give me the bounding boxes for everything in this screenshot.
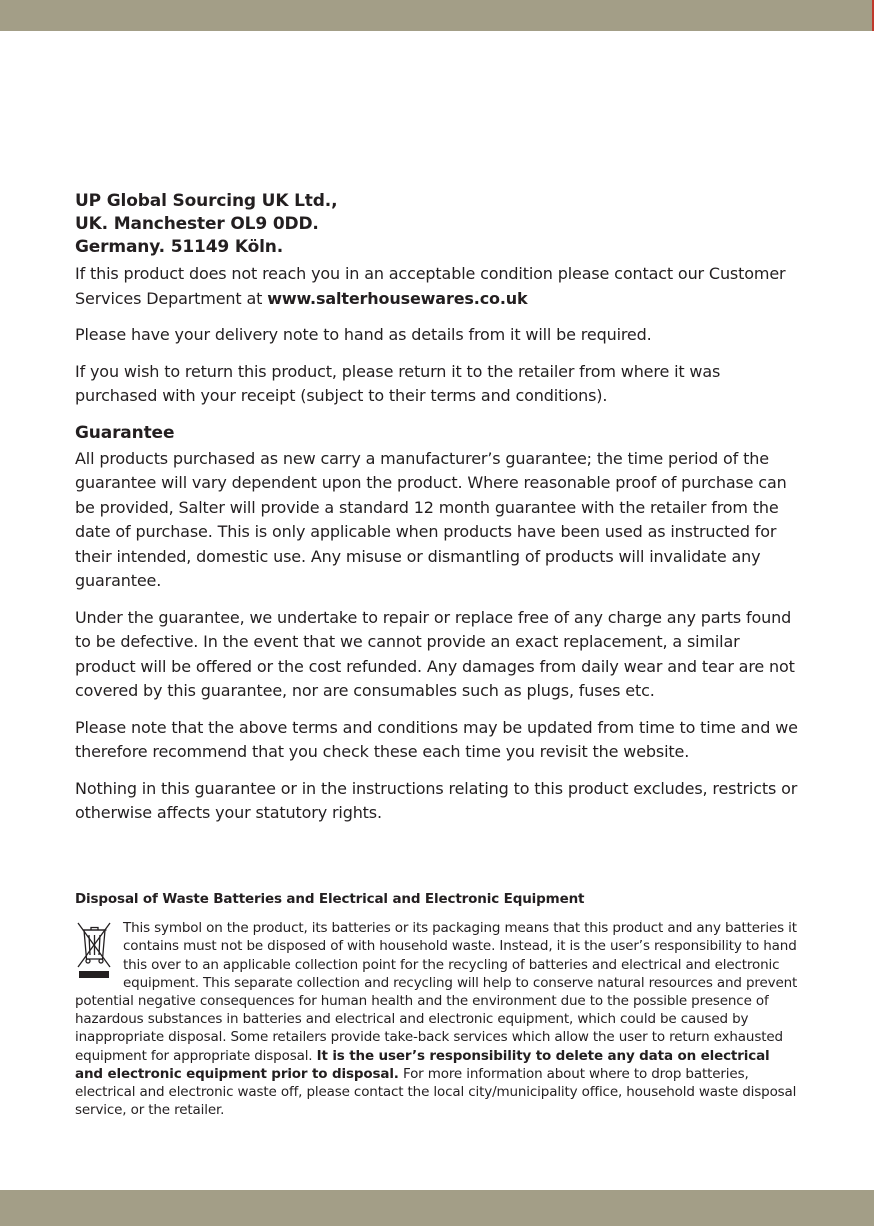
guarantee-paragraph-4: Nothing in this guarantee or in the instructions relating to this product excludes, restricts or otherwise affects your statutory rights. — [75, 778, 798, 822]
website-link[interactable]: www.salterhousewares.co.uk — [267, 288, 528, 308]
address-line-2: UK. Manchester OL9 0DD. — [75, 214, 319, 234]
address-line-1: UP Global Sourcing UK Ltd., — [75, 191, 338, 211]
delivery-note-paragraph: Please have your delivery note to hand as details from it will be required. — [75, 325, 652, 344]
returns-paragraph: If you wish to return this product, please return it to the retailer from where it was purchased with your receipt (subject to their terms and conditions). — [75, 361, 721, 405]
page-body — [75, 190, 800, 838]
disposal-text-1: This symbol on the product, its batteries or its packaging means that this product and any batteries it contains must not be disposed of with household waste. Instead, it is the user’s responsibility to hand this over to an applicable collection point for the recycling of batteries and electrical and electronic equipment. This separate collection and recycling will help to conserve natural resources and prevent potential negative consequences for human health and the environment due to the possible presence of hazardous substances in batteries and electrical and electronic equipment, which could be caused by inappropriate disposal. Some retailers provide take-back services which allow the user to return exhausted equipment for appropriate disposal. — [75, 920, 798, 1064]
weee-crossed-bin-icon — [75, 920, 113, 980]
guarantee-paragraph-1: All products purchased as new carry a manufacturer’s guarantee; the time period of the guarantee will vary dependent upon the product. Where reasonable proof of purchase can be provided, Salter will provide a standard 12 month guarantee with the retailer from the date of purchase. This is only applicable when products have been used as instructed for their intended, domestic use. Any misuse or dismantling of products will invalidate any guarantee. — [75, 448, 787, 590]
guarantee-paragraph-2: Under the guarantee, we undertake to repair or replace free of any charge any parts found to be defective. In the event that we cannot provide an exact replacement, a similar product will be offered or the cost refunded. Any damages from daily wear and tear are not covered by this guarantee, nor are consumables such as plugs, fuses etc. — [75, 607, 795, 700]
guarantee-paragraph-3: Please note that the above terms and conditions may be updated from time to time and we therefore recommend that you check these each time you revisit the website. — [75, 717, 798, 761]
disposal-body — [75, 919, 799, 1119]
contact-text: If this product does not reach you in an acceptable condition please contact our Customer Services Department at — [75, 264, 786, 308]
contact-paragraph — [75, 262, 800, 311]
bottom-band — [0, 1190, 874, 1226]
guarantee-heading: Guarantee — [75, 422, 175, 443]
disposal-text-2: For more information about where to drop batteries, electrical and electronic waste off, please contact the local city/municipality office, household waste disposal service, or the retailer. — [75, 1065, 797, 1119]
disposal-title: Disposal of Waste Batteries and Electrical and Electronic Equipment — [75, 891, 585, 907]
address-line-3: Germany. 51149 Köln. — [75, 237, 284, 257]
disposal-bold-warning: It is the user’s responsibility to delete any data on electrical and electronic equipment prior to disposal. — [75, 1047, 770, 1082]
company-address — [75, 190, 800, 259]
top-band — [0, 0, 874, 31]
disposal-section — [75, 890, 799, 1119]
